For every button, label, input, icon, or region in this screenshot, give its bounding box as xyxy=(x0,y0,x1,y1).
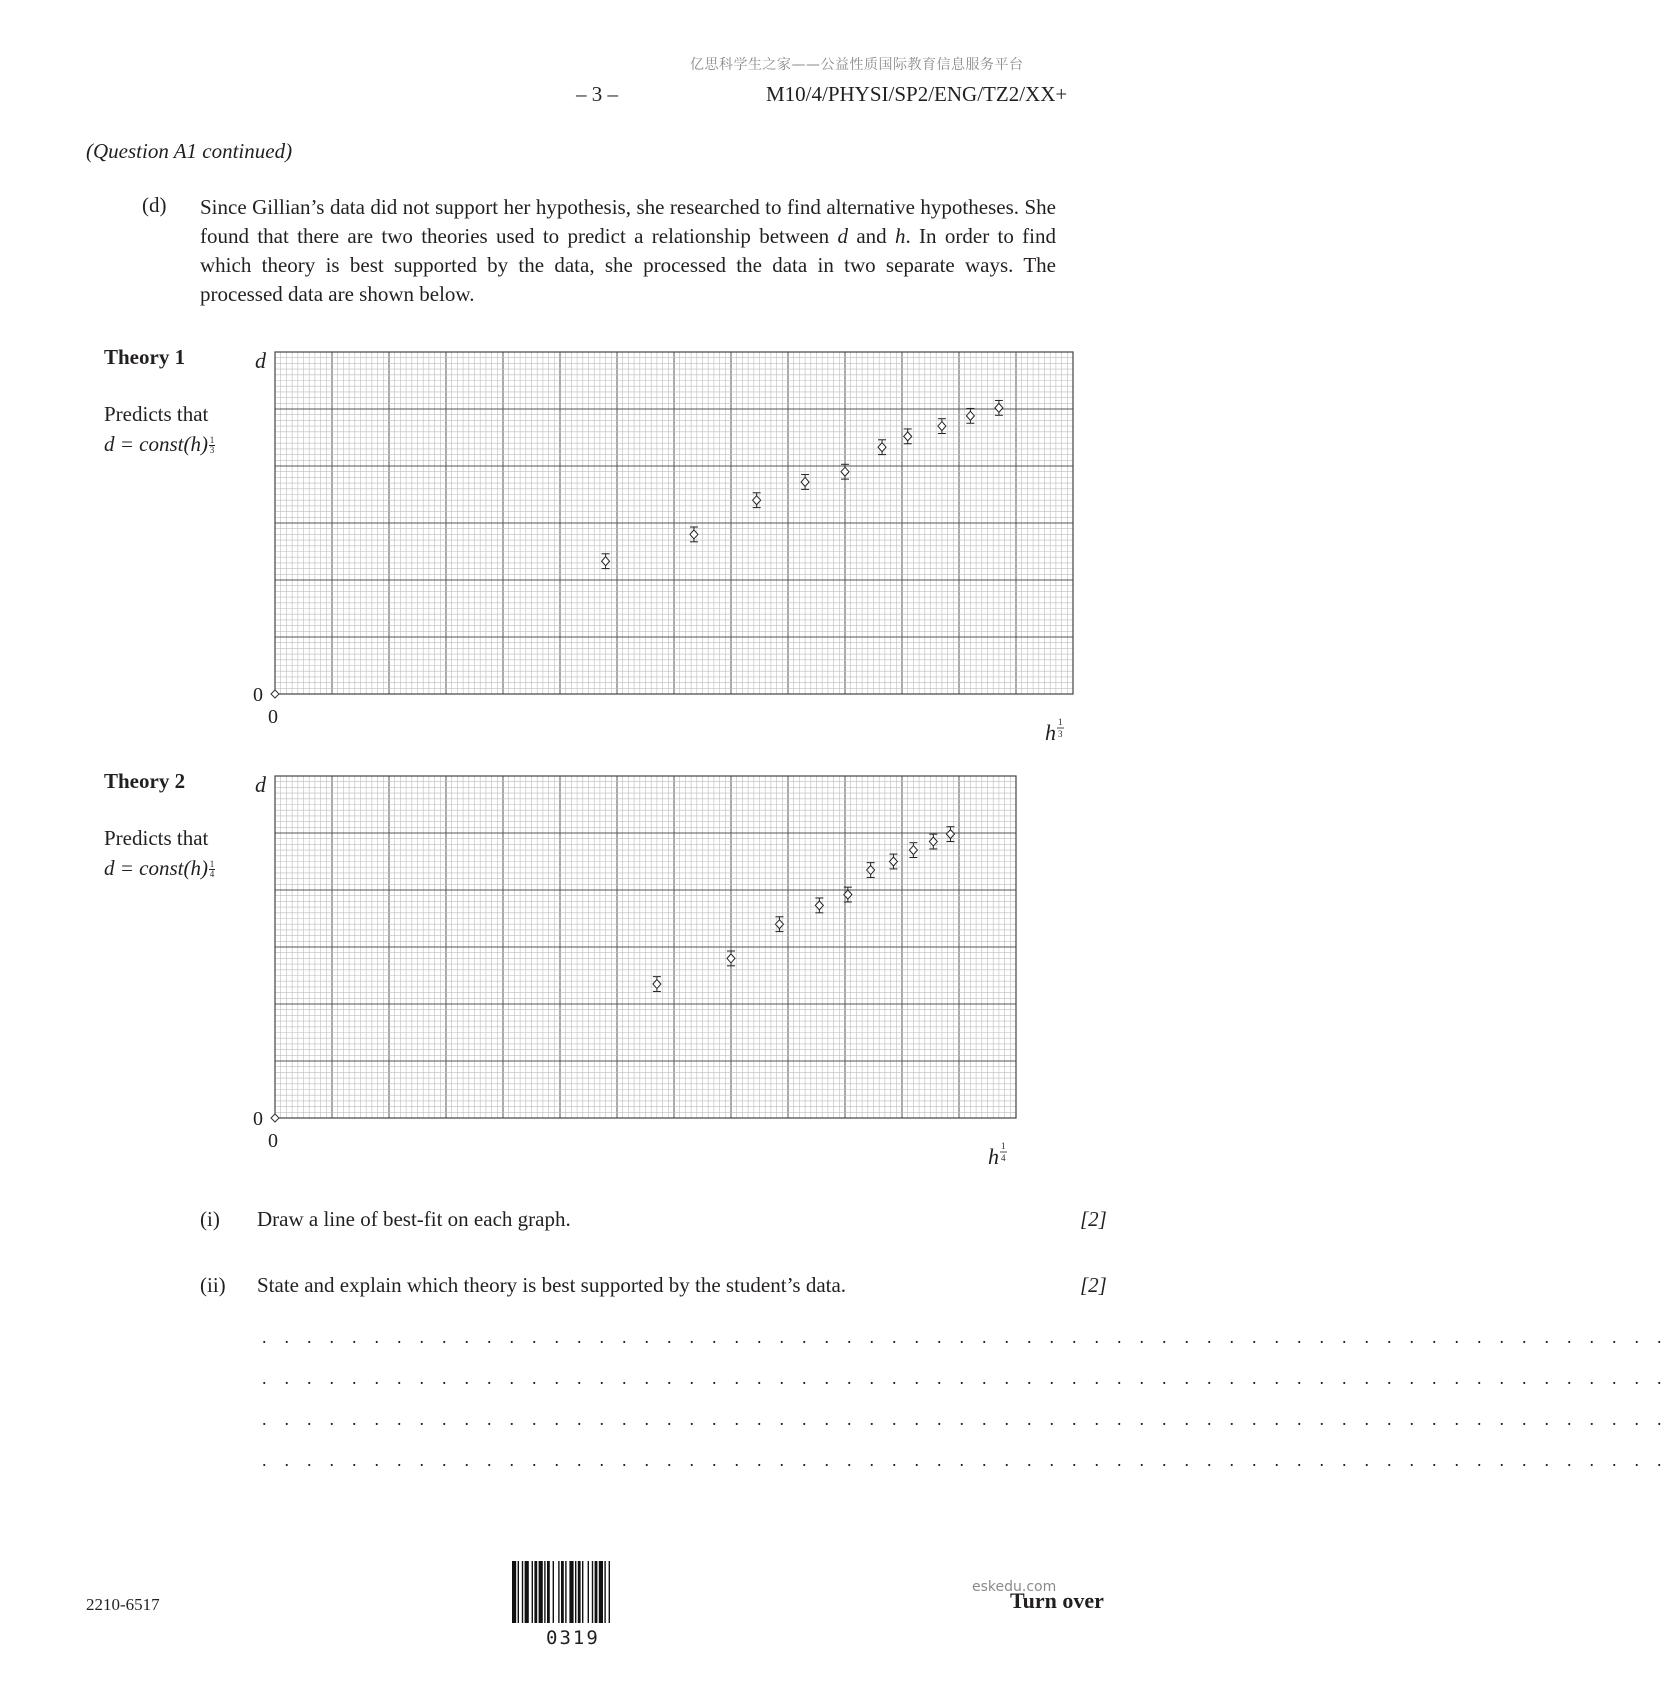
origin-marker xyxy=(271,1114,279,1122)
y-origin-label: 0 xyxy=(253,684,263,706)
theory2-equation: d = const(h) $\frac{1}{4}$ xyxy=(104,856,215,880)
y-axis-label: d xyxy=(255,772,266,797)
data-point xyxy=(841,464,849,479)
data-marker xyxy=(653,980,661,989)
barcode-bar xyxy=(565,1561,566,1623)
barcode-bar xyxy=(575,1561,576,1623)
site-watermark: eskedu.com xyxy=(972,1579,1057,1595)
grid-minor xyxy=(275,776,1016,1118)
question-ii-text: State and explain which theory is best supported by the student’s data. xyxy=(257,1273,847,1297)
x-origin-label: 0 xyxy=(268,1130,278,1152)
turn-over: Turn over xyxy=(1010,1588,1104,1613)
answer-line[interactable]: . . . . . . . . . . . . . . . . . . . . . . . . . . . . . . . . . . . . . . . . . . . . . . . . . . . . . . . . . . . . . . . xyxy=(262,1327,1668,1347)
barcode-bar xyxy=(522,1561,523,1623)
x-axis-exp-num: 1 xyxy=(1001,1141,1006,1151)
theory2-predicts: Predicts that xyxy=(104,826,209,850)
barcode-bar xyxy=(582,1561,583,1623)
grid-minor xyxy=(275,352,1073,694)
y-origin-label: 0 xyxy=(253,1108,263,1130)
question-ii-label: (ii) xyxy=(200,1273,226,1297)
var-d: d xyxy=(837,224,849,248)
question-i-marks: [2] xyxy=(1080,1207,1107,1231)
data-marker xyxy=(909,846,917,855)
barcode-bar xyxy=(518,1561,519,1623)
barcode-bar xyxy=(525,1561,529,1623)
var-h: h xyxy=(894,224,906,248)
part-text: Since Gillian’s data did not support her hypothesis, she researched to find alternative hypotheses. She found that there are two theories used to predict a relationship between d and h. In order to find which theory is best supported by the data, she processed the data in two separate ways. The processed data are shown below. xyxy=(200,195,1056,306)
x-axis-label: h xyxy=(1045,720,1056,745)
barcode xyxy=(512,1561,644,1623)
x-axis-exp-num: 1 xyxy=(1058,717,1063,727)
data-marker xyxy=(841,467,849,476)
barcode-number: 0319 xyxy=(546,1627,600,1649)
exam-code: M10/4/PHYSI/SP2/ENG/TZ2/XX+ xyxy=(766,82,1068,106)
barcode-bar xyxy=(544,1561,545,1623)
barcode-bar xyxy=(534,1561,537,1623)
barcode-bar xyxy=(578,1561,581,1623)
barcode-bar xyxy=(609,1561,610,1623)
barcode-bar xyxy=(547,1561,550,1623)
barcode-bar xyxy=(569,1561,573,1623)
data-point xyxy=(904,429,912,444)
data-marker xyxy=(904,432,912,441)
barcode-bar xyxy=(604,1561,605,1623)
theory1-title: Theory 1 xyxy=(104,345,186,369)
barcode-bar xyxy=(592,1561,593,1623)
barcode-bar xyxy=(553,1561,554,1623)
barcode-bar xyxy=(561,1561,564,1623)
data-point xyxy=(966,408,974,423)
data-marker xyxy=(966,411,974,420)
y-axis-label: d xyxy=(255,348,266,373)
x-axis-exp-den: 4 xyxy=(1001,1153,1006,1163)
x-axis-label: h xyxy=(988,1144,999,1169)
data-marker xyxy=(938,422,946,431)
origin-marker xyxy=(271,690,279,698)
x-axis-exp-den: 3 xyxy=(1058,729,1063,739)
answer-line[interactable]: . . . . . . . . . . . . . . . . . . . . . . . . . . . . . . . . . . . . . . . . . . . . . . . . . . . . . . . . . . . . . . . xyxy=(262,1368,1668,1388)
footer-code: 2210-6517 xyxy=(86,1595,160,1614)
barcode-bar xyxy=(539,1561,543,1623)
x-origin-label: 0 xyxy=(268,706,278,728)
page-number: – 3 – xyxy=(576,82,618,106)
answer-line[interactable]: . . . . . . . . . . . . . . . . . . . . . . . . . . . . . . . . . . . . . . . . . . . . . . . . . . . . . . . . . . . . . . . xyxy=(262,1450,1668,1470)
data-point xyxy=(653,977,661,992)
data-point xyxy=(801,475,809,490)
question-ii-marks: [2] xyxy=(1080,1273,1107,1297)
theory2-title: Theory 2 xyxy=(104,769,186,793)
question-i-label: (i) xyxy=(200,1207,220,1231)
data-point xyxy=(995,400,1003,415)
part-label: (d) xyxy=(142,193,167,217)
barcode-bar xyxy=(558,1561,559,1623)
barcode-bar xyxy=(588,1561,589,1623)
theory1-graph xyxy=(240,340,1080,745)
barcode-bar xyxy=(532,1561,533,1623)
theory1-predicts: Predicts that xyxy=(104,402,209,426)
data-marker xyxy=(602,557,610,566)
data-point xyxy=(602,554,610,569)
question-i-text: Draw a line of best-fit on each graph. xyxy=(257,1207,571,1231)
data-point xyxy=(938,419,946,434)
theory1-equation: d = const(h) $\frac{1}{3}$ xyxy=(104,432,215,456)
data-point xyxy=(727,951,735,966)
data-marker xyxy=(995,403,1003,412)
theory2-graph xyxy=(240,764,1080,1169)
data-point xyxy=(909,843,917,858)
header-watermark: 亿思科学生之家——公益性质国际教育信息服务平台 xyxy=(690,57,1024,73)
barcode-bar xyxy=(599,1561,603,1623)
answer-line[interactable]: . . . . . . . . . . . . . . . . . . . . . . . . . . . . . . . . . . . . . . . . . . . . . . . . . . . . . . . . . . . . . . . xyxy=(262,1409,1668,1429)
continued-note: (Question A1 continued) xyxy=(86,139,293,163)
barcode-bar xyxy=(512,1561,516,1623)
data-marker xyxy=(727,954,735,963)
data-marker xyxy=(801,477,809,486)
barcode-bar xyxy=(595,1561,598,1623)
